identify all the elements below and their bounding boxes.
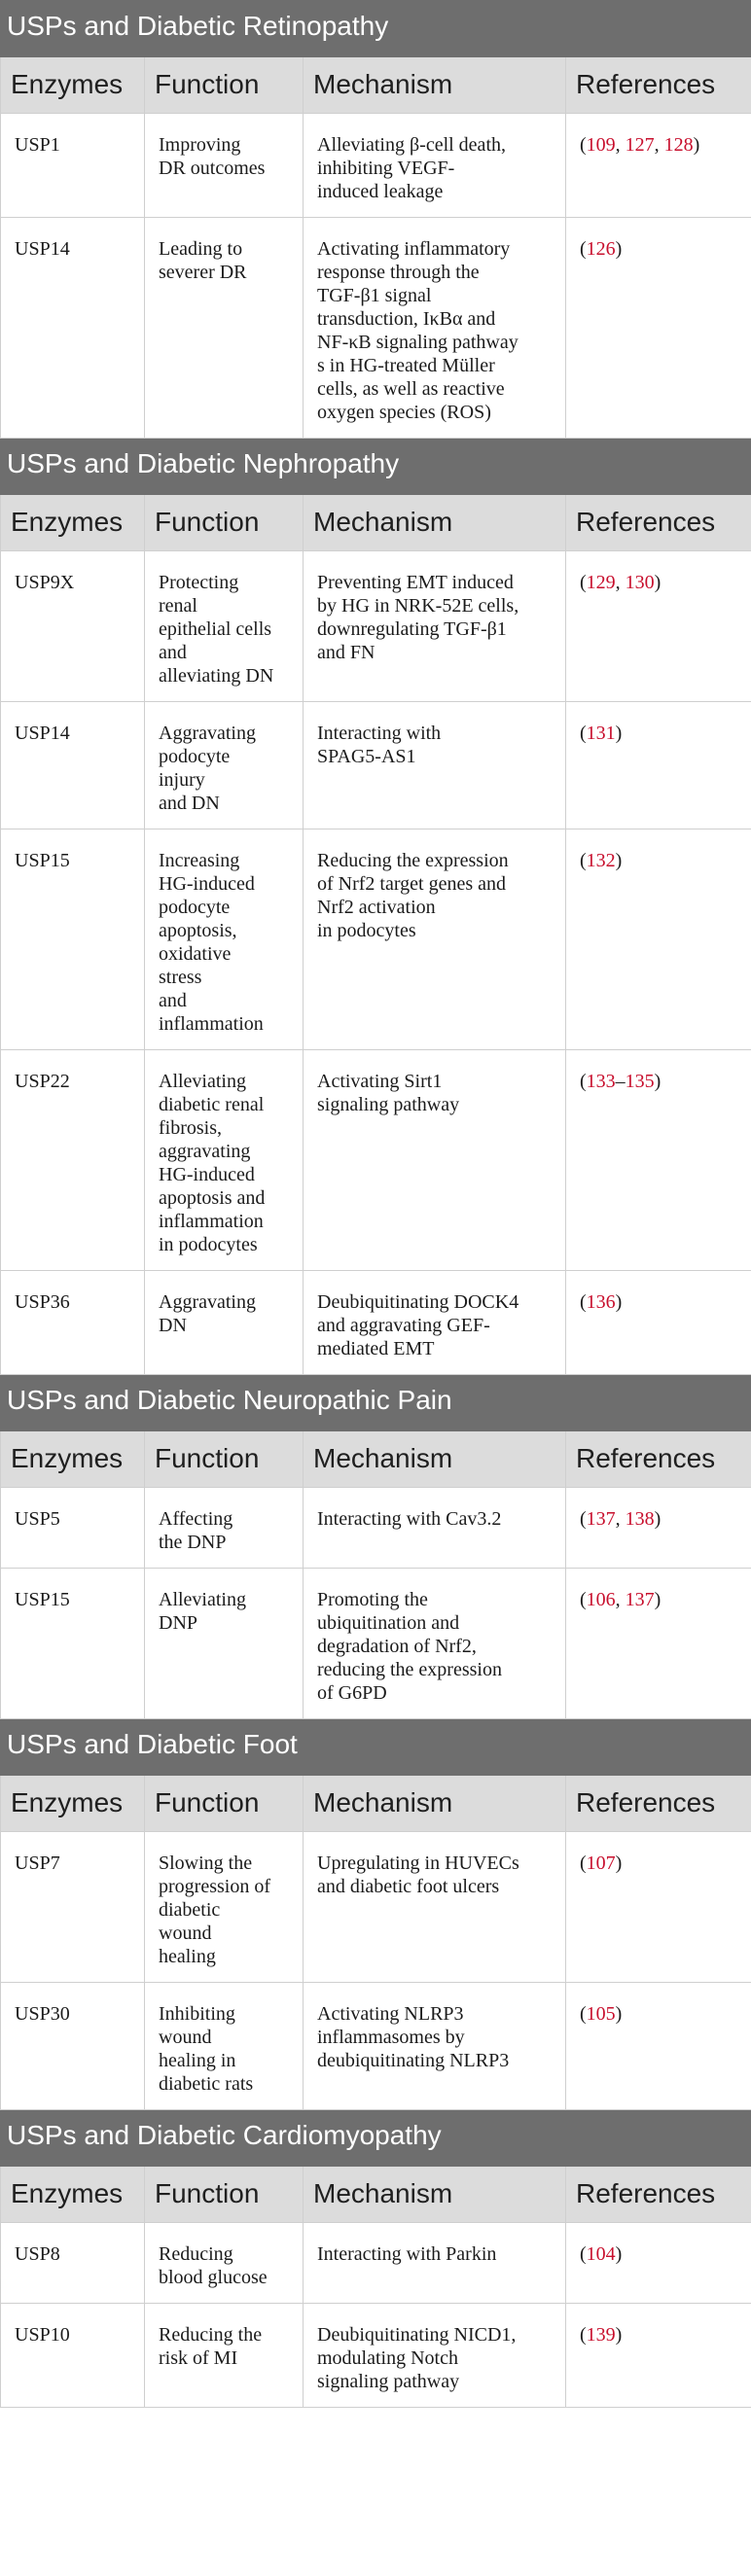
- function-cell: Slowing the progression of diabetic wound healing: [145, 1832, 304, 1983]
- ref-paren-close: ): [615, 723, 623, 744]
- table-row: [1, 702, 751, 829]
- table-row: [1, 114, 751, 218]
- reference-link[interactable]: 130: [625, 572, 655, 593]
- enzyme-cell: USP30: [1, 1983, 145, 2110]
- section-header: [1, 1375, 751, 1431]
- reference-link[interactable]: 105: [586, 2003, 616, 2025]
- column-header-mechanism: Mechanism: [304, 1776, 566, 1832]
- ref-paren-close: ): [615, 2324, 623, 2346]
- column-header-row: [1, 1776, 751, 1832]
- section-header: [1, 439, 751, 495]
- ref-paren-open: (: [580, 723, 587, 744]
- column-header-enzymes: Enzymes: [1, 495, 145, 551]
- references-cell: [566, 1050, 751, 1271]
- enzyme-cell: USP36: [1, 1271, 145, 1375]
- function-cell: Aggravating podocyte injury and DN: [145, 702, 304, 829]
- column-header-row: [1, 495, 751, 551]
- column-header-mechanism: Mechanism: [304, 495, 566, 551]
- mechanism-cell: Reducing the expression of Nrf2 target genes and Nrf2 activation in podocytes: [304, 829, 566, 1050]
- references-cell: [566, 829, 751, 1050]
- ref-separator: ,: [615, 1508, 626, 1530]
- enzyme-cell: USP5: [1, 1488, 145, 1569]
- reference-link[interactable]: 128: [663, 134, 694, 156]
- section-title: USPs and Diabetic Cardiomyopathy: [1, 2110, 751, 2167]
- enzyme-cell: USP14: [1, 218, 145, 439]
- references-cell: [566, 1832, 751, 1983]
- column-header-function: Function: [145, 1776, 304, 1832]
- mechanism-cell: Preventing EMT induced by HG in NRK-52E cells, downregulating TGF-β1 and FN: [304, 551, 566, 702]
- function-cell: Increasing HG-induced podocyte apoptosis, oxidative stress and inflammation: [145, 829, 304, 1050]
- reference-link[interactable]: 106: [586, 1589, 616, 1610]
- reference-link[interactable]: 133: [586, 1071, 616, 1092]
- reference-link[interactable]: 138: [625, 1508, 655, 1530]
- column-header-row: [1, 57, 751, 114]
- table-row: [1, 829, 751, 1050]
- section-title: USPs and Diabetic Foot: [1, 1719, 751, 1776]
- references-cell: [566, 218, 751, 439]
- column-header-mechanism: Mechanism: [304, 57, 566, 114]
- table-row: [1, 218, 751, 439]
- enzyme-cell: USP22: [1, 1050, 145, 1271]
- mechanism-cell: Promoting the ubiquitination and degradation of Nrf2, reducing the expression of G6PD: [304, 1569, 566, 1719]
- mechanism-cell: Alleviating β-cell death, inhibiting VEGF- induced leakage: [304, 114, 566, 218]
- table-row: [1, 2223, 751, 2304]
- mechanism-cell: Interacting with SPAG5-AS1: [304, 702, 566, 829]
- mechanism-cell: Activating NLRP3 inflammasomes by deubiquitinating NLRP3: [304, 1983, 566, 2110]
- ref-paren-close: ): [615, 1853, 623, 1874]
- reference-link[interactable]: 129: [586, 572, 616, 593]
- ref-paren-open: (: [580, 134, 587, 156]
- ref-paren-open: (: [580, 2243, 587, 2265]
- column-header-references: References: [566, 2167, 751, 2223]
- column-header-enzymes: Enzymes: [1, 1431, 145, 1488]
- reference-link[interactable]: 131: [586, 723, 616, 744]
- column-header-row: [1, 1431, 751, 1488]
- ref-paren-open: (: [580, 1071, 587, 1092]
- ref-separator: ,: [615, 134, 626, 156]
- reference-link[interactable]: 109: [586, 134, 616, 156]
- table-row: [1, 1983, 751, 2110]
- function-cell: Reducing blood glucose: [145, 2223, 304, 2304]
- mechanism-cell: Interacting with Cav3.2: [304, 1488, 566, 1569]
- reference-link[interactable]: 139: [586, 2324, 616, 2346]
- reference-link[interactable]: 104: [586, 2243, 616, 2265]
- table-row: [1, 1832, 751, 1983]
- section-title: USPs and Diabetic Retinopathy: [1, 1, 751, 57]
- column-header-mechanism: Mechanism: [304, 1431, 566, 1488]
- table-row: [1, 1488, 751, 1569]
- ref-paren-close: ): [654, 1071, 662, 1092]
- column-header-function: Function: [145, 57, 304, 114]
- reference-link[interactable]: 137: [625, 1589, 655, 1610]
- references-cell: [566, 1983, 751, 2110]
- table-body: [1, 1, 751, 2408]
- ref-paren-open: (: [580, 1291, 587, 1313]
- ref-paren-open: (: [580, 1853, 587, 1874]
- ref-paren-close: ): [615, 2003, 623, 2025]
- ref-paren-close: ): [615, 1291, 623, 1313]
- mechanism-cell: Deubiquitinating DOCK4 and aggravating GEF- mediated EMT: [304, 1271, 566, 1375]
- ref-separator: –: [615, 1071, 626, 1092]
- function-cell: Alleviating diabetic renal fibrosis, aggravating HG-induced apoptosis and inflammation in podocytes: [145, 1050, 304, 1271]
- ref-paren-close: ): [654, 1589, 662, 1610]
- ref-separator: ,: [654, 134, 664, 156]
- column-header-function: Function: [145, 2167, 304, 2223]
- reference-link[interactable]: 135: [625, 1071, 655, 1092]
- column-header-references: References: [566, 1776, 751, 1832]
- references-cell: [566, 1271, 751, 1375]
- ref-paren-open: (: [580, 2324, 587, 2346]
- references-cell: [566, 2223, 751, 2304]
- references-cell: [566, 2304, 751, 2408]
- reference-link[interactable]: 127: [625, 134, 655, 156]
- enzyme-cell: USP1: [1, 114, 145, 218]
- mechanism-cell: Activating Sirt1 signaling pathway: [304, 1050, 566, 1271]
- function-cell: Inhibiting wound healing in diabetic rats: [145, 1983, 304, 2110]
- mechanism-cell: Interacting with Parkin: [304, 2223, 566, 2304]
- references-cell: [566, 114, 751, 218]
- function-cell: Alleviating DNP: [145, 1569, 304, 1719]
- ref-paren-open: (: [580, 850, 587, 871]
- ref-paren-open: (: [580, 1508, 587, 1530]
- column-header-references: References: [566, 495, 751, 551]
- enzyme-cell: USP14: [1, 702, 145, 829]
- references-cell: [566, 702, 751, 829]
- reference-link[interactable]: 126: [586, 238, 616, 260]
- function-cell: Leading to severer DR: [145, 218, 304, 439]
- enzyme-cell: USP7: [1, 1832, 145, 1983]
- enzyme-cell: USP9X: [1, 551, 145, 702]
- ref-paren-close: ): [615, 850, 623, 871]
- ref-separator: ,: [615, 572, 626, 593]
- function-cell: Improving DR outcomes: [145, 114, 304, 218]
- ref-paren-open: (: [580, 1589, 587, 1610]
- section-header: [1, 1, 751, 57]
- column-header-references: References: [566, 1431, 751, 1488]
- reference-link[interactable]: 132: [586, 850, 616, 871]
- table-row: [1, 551, 751, 702]
- column-header-references: References: [566, 57, 751, 114]
- ref-paren-close: ): [654, 1508, 662, 1530]
- ref-paren-close: ): [615, 238, 623, 260]
- column-header-enzymes: Enzymes: [1, 2167, 145, 2223]
- column-header-enzymes: Enzymes: [1, 57, 145, 114]
- column-header-mechanism: Mechanism: [304, 2167, 566, 2223]
- reference-link[interactable]: 107: [586, 1853, 616, 1874]
- function-cell: Aggravating DN: [145, 1271, 304, 1375]
- ref-paren-close: ): [693, 134, 700, 156]
- mechanism-cell: Upregulating in HUVECs and diabetic foot ulcers: [304, 1832, 566, 1983]
- mechanism-cell: Deubiquitinating NICD1, modulating Notch signaling pathway: [304, 2304, 566, 2408]
- ref-paren-open: (: [580, 572, 587, 593]
- reference-link[interactable]: 136: [586, 1291, 616, 1313]
- function-cell: Protecting renal epithelial cells and alleviating DN: [145, 551, 304, 702]
- references-cell: [566, 1488, 751, 1569]
- section-header: [1, 1719, 751, 1776]
- ref-separator: ,: [615, 1589, 626, 1610]
- column-header-function: Function: [145, 495, 304, 551]
- table-row: [1, 1271, 751, 1375]
- enzyme-cell: USP10: [1, 2304, 145, 2408]
- table-row: [1, 2304, 751, 2408]
- enzyme-cell: USP15: [1, 829, 145, 1050]
- references-cell: [566, 551, 751, 702]
- enzyme-cell: USP15: [1, 1569, 145, 1719]
- ref-paren-close: ): [615, 2243, 623, 2265]
- section-header: [1, 2110, 751, 2167]
- column-header-function: Function: [145, 1431, 304, 1488]
- ref-paren-close: ): [654, 572, 662, 593]
- references-cell: [566, 1569, 751, 1719]
- enzyme-cell: USP8: [1, 2223, 145, 2304]
- function-cell: Affecting the DNP: [145, 1488, 304, 1569]
- table-row: [1, 1050, 751, 1271]
- reference-link[interactable]: 137: [586, 1508, 616, 1530]
- column-header-enzymes: Enzymes: [1, 1776, 145, 1832]
- table-row: [1, 1569, 751, 1719]
- column-header-row: [1, 2167, 751, 2223]
- section-title: USPs and Diabetic Neuropathic Pain: [1, 1375, 751, 1431]
- ref-paren-open: (: [580, 2003, 587, 2025]
- section-title: USPs and Diabetic Nephropathy: [1, 439, 751, 495]
- mechanism-cell: Activating inflammatory response through the TGF-β1 signal transduction, IκBα and NF-κB signaling pathway s in HG-treated Müller cells, as well as reactive oxygen species (ROS): [304, 218, 566, 439]
- ref-paren-open: (: [580, 238, 587, 260]
- function-cell: Reducing the risk of MI: [145, 2304, 304, 2408]
